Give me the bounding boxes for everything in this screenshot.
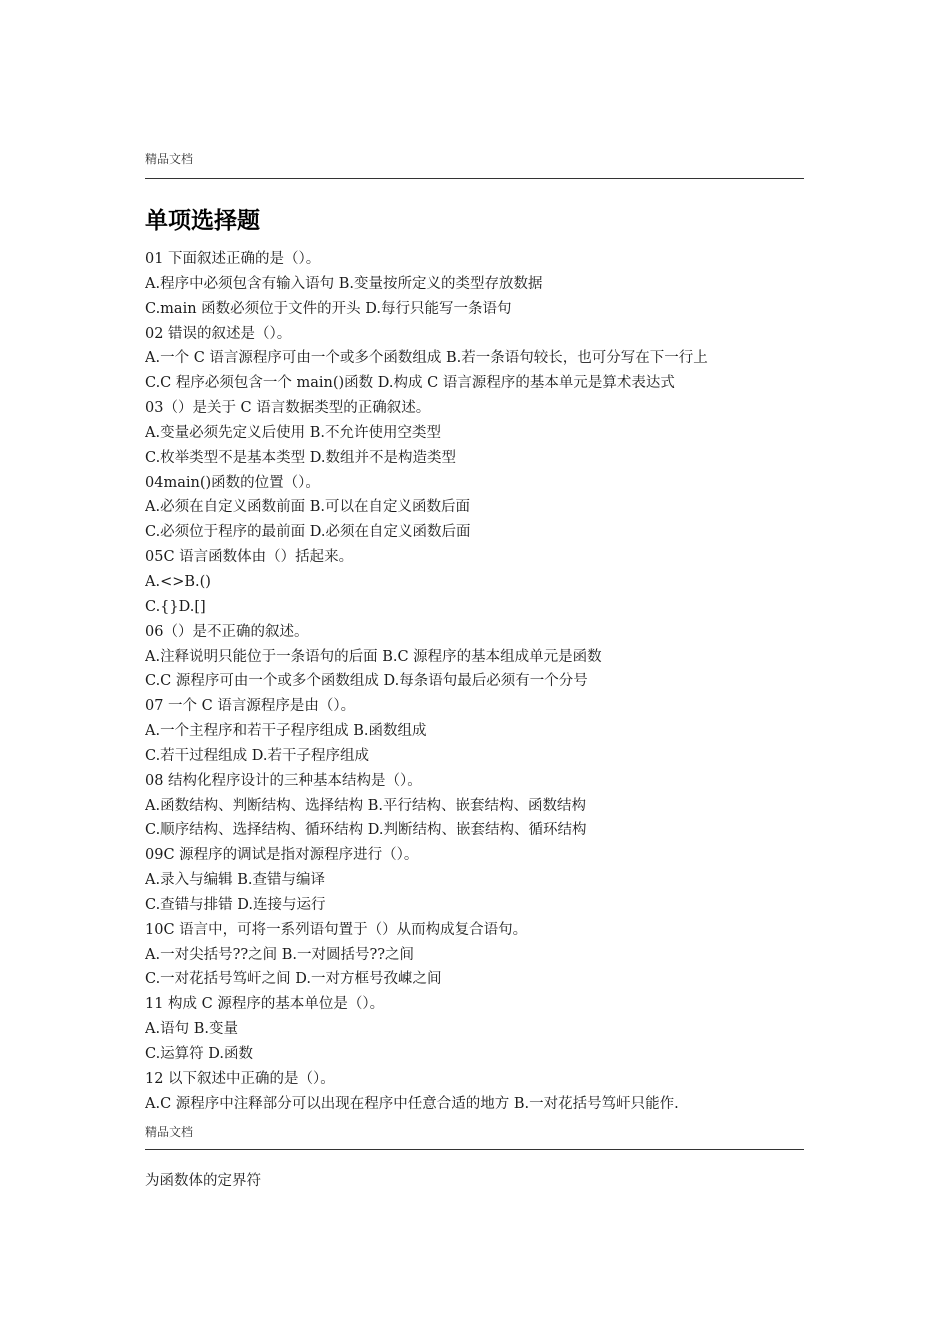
text-line: 03（）是关于 C 语言数据类型的正确叙述。 [145,400,431,417]
text-line: C.C 程序必须包含一个 main()函数 D.构成 C 语言源程序的基本单元是算术表达式 [145,375,675,392]
text-line: C.查错与排错 D.连接与运行 [145,896,326,913]
text-line: 04main()函数的位置（）。 [145,474,320,491]
text-line: C.main 函数必须位于文件的开头 D.每行只能写一条语句 [145,300,512,317]
text-line: A.变量必须先定义后使用 B.不允许使用空类型 [145,424,441,441]
section-title: 单项选择题 [145,207,260,234]
text-line: C.顺序结构、选择结构、循环结构 D.判断结构、嵌套结构、循环结构 [145,822,587,839]
running-footer: 精品文档 [145,1125,194,1139]
text-line: C.枚举类型不是基本类型 D.数组并不是构造类型 [145,449,457,466]
text-line: C.运算符 D.函数 [145,1046,254,1062]
text-line: C.一对花括号笃屽之间 D.一对方框号孜崠之间 [145,971,442,988]
text-line: 05C 语言函数体由（）括起来。 [145,549,354,566]
text-line: 10C 语言中，可将一系列语句置于（）从而构成复合语句。 [145,921,528,938]
text-line: 09C 源程序的调试是指对源程序进行（）。 [145,847,419,864]
question-list [145,247,805,1117]
text-line: A.一个主程序和若干子程序组成 B.函数组成 [145,723,427,740]
document-page [145,0,805,1344]
text-line: 06（）是不正确的叙述。 [145,623,309,640]
text-line: A.语句 B.变量 [145,1021,238,1038]
continuation-text: 为函数体的定界符 [145,1173,261,1189]
footer-rule [145,1149,804,1150]
text-line: A.录入与编辑 B.查错与编译 [145,872,325,889]
text-line: 02 错误的叙述是（）。 [145,325,292,342]
text-line: A.<>B.() [145,573,211,590]
text-line: 01 下面叙述正确的是（）。 [145,251,321,267]
text-line: A.C 源程序中注释部分可以出现在程序中任意合适的地方 B.一对花括号笃屽只能作. [145,1095,679,1112]
text-line: A.必须在自定义函数前面 B.可以在自定义函数后面 [145,499,470,516]
text-line: C.{}D.[] [145,598,206,615]
text-line: A.函数结构、判断结构、选择结构 B.平行结构、嵌套结构、函数结构 [145,797,586,814]
text-line: A.注释说明只能位于一条语句的后面 B.C 源程序的基本组成单元是函数 [145,648,602,665]
text-line: C.若干过程组成 D.若干子程序组成 [145,747,370,764]
header-rule [145,178,804,179]
text-line: 08 结构化程序设计的三种基本结构是（）。 [145,772,422,789]
text-line: C.必须位于程序的最前面 D.必须在自定义函数后面 [145,524,471,541]
text-line: C.C 源程序可由一个或多个函数组成 D.每条语句最后必须有一个分号 [145,673,588,690]
text-line: 07 一个 C 语言源程序是由（）。 [145,698,356,715]
text-line: A.一个 C 语言源程序可由一个或多个函数组成 B.若一条语句较长，也可分写在下一行上 [145,350,708,367]
text-line: A.一对尖括号??之间 B.一对圆括号??之间 [145,946,415,963]
running-header: 精品文档 [145,152,194,166]
text-line: A.程序中必须包含有输入语句 B.变量按所定义的类型存放数据 [145,275,543,292]
text-line: 12 以下叙述中正确的是（）。 [145,1070,335,1087]
text-line: 11 构成 C 源程序的基本单位是（）。 [145,996,385,1013]
